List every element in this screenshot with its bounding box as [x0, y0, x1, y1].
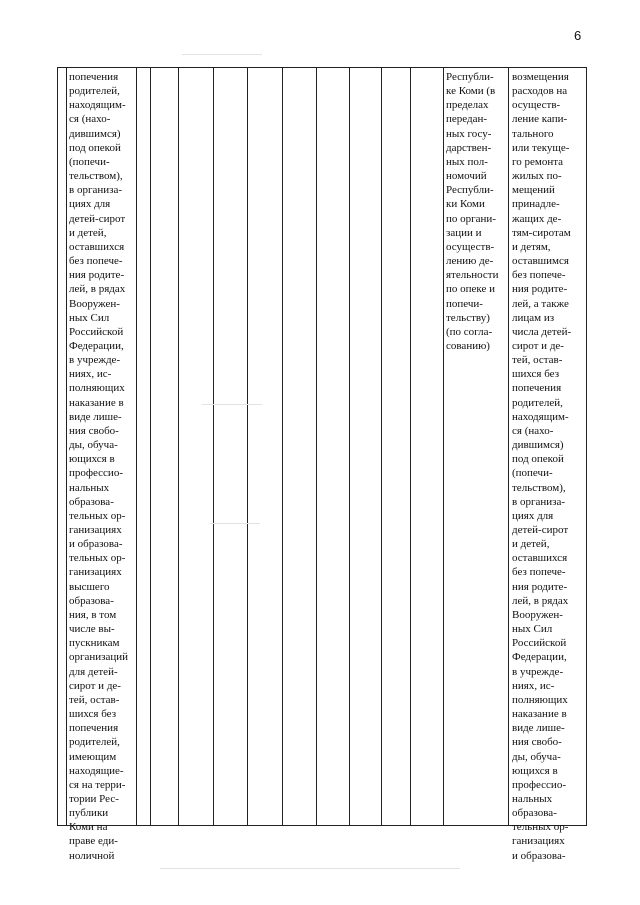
column-border — [349, 67, 350, 826]
column-border — [247, 67, 248, 826]
column-border — [508, 67, 509, 826]
column-border — [178, 67, 179, 826]
cell-measure-text: возмещения расходов на осуществ- ление капи- тального или текуще- го ремонта жилых по- мещений принадле- жащих де- тям-сиротам и детям, оставшимся без попече- ния родите- лей, а также лицам из числа детей- сирот и де- тей, остав- шихся без попечения родителей, находящим- ся (нахо- дившимся) под опекой (попечи- тельством), в организа- циях для детей-сирот и детей, оставшихся без попече- ния родите- лей, в рядах Вооружен- ных Сил Российской Федерации, в учрежде- ниях, ис- полняющих наказание в виде лише- ния свобо- ды, обуча- ющихся в профессио- нальных образова- тельных ор- ганизациях и образова- — [512, 71, 572, 862]
page-number: 6 — [574, 28, 582, 43]
scan-mark — [210, 523, 260, 524]
column-border — [410, 67, 411, 826]
cell-recipients-text: попечения родителей, находящим- ся (нахо- дившимся) под опекой (попечи- тельством), в организа- циях для детей-сирот и детей, оставшихся без попече- ния родите- лей, в рядах Вооружен- ных Сил Российской Федерации, в учрежде- ниях, ис- полняющих наказание в виде лише- ния свобо- ды, обуча- ющихся в профессио- нальных образова- тельных ор- ганизациях и образова- тельных ор- ганизациях высшего образова- ния, в том числе вы- пускникам организаций для детей- сирот и де- тей, остав- шихся без попечения родителей, имеющим находящие- ся на терри- тории Рес- публики Коми на праве еди- ноличной — [69, 71, 129, 862]
document-table — [57, 67, 587, 862]
scan-mark — [182, 54, 262, 55]
column-border — [150, 67, 151, 826]
column-border — [381, 67, 382, 826]
column-border — [586, 67, 587, 826]
cell-executor-text: Республи- ке Коми (в пределах передан- ных госу- дарствен- ных пол- номочий Республи- ки Коми по органи- зации и осуществ- лению де- ятельности по опеке и попечи- тельству) (по согла- сованию) — [446, 71, 499, 352]
column-border — [213, 67, 214, 826]
column-border — [57, 67, 58, 826]
scan-mark — [160, 868, 460, 869]
column-border — [282, 67, 283, 826]
column-border — [443, 67, 444, 826]
scan-mark — [202, 404, 262, 405]
column-border — [136, 67, 137, 826]
column-border — [66, 67, 67, 826]
column-border — [316, 67, 317, 826]
